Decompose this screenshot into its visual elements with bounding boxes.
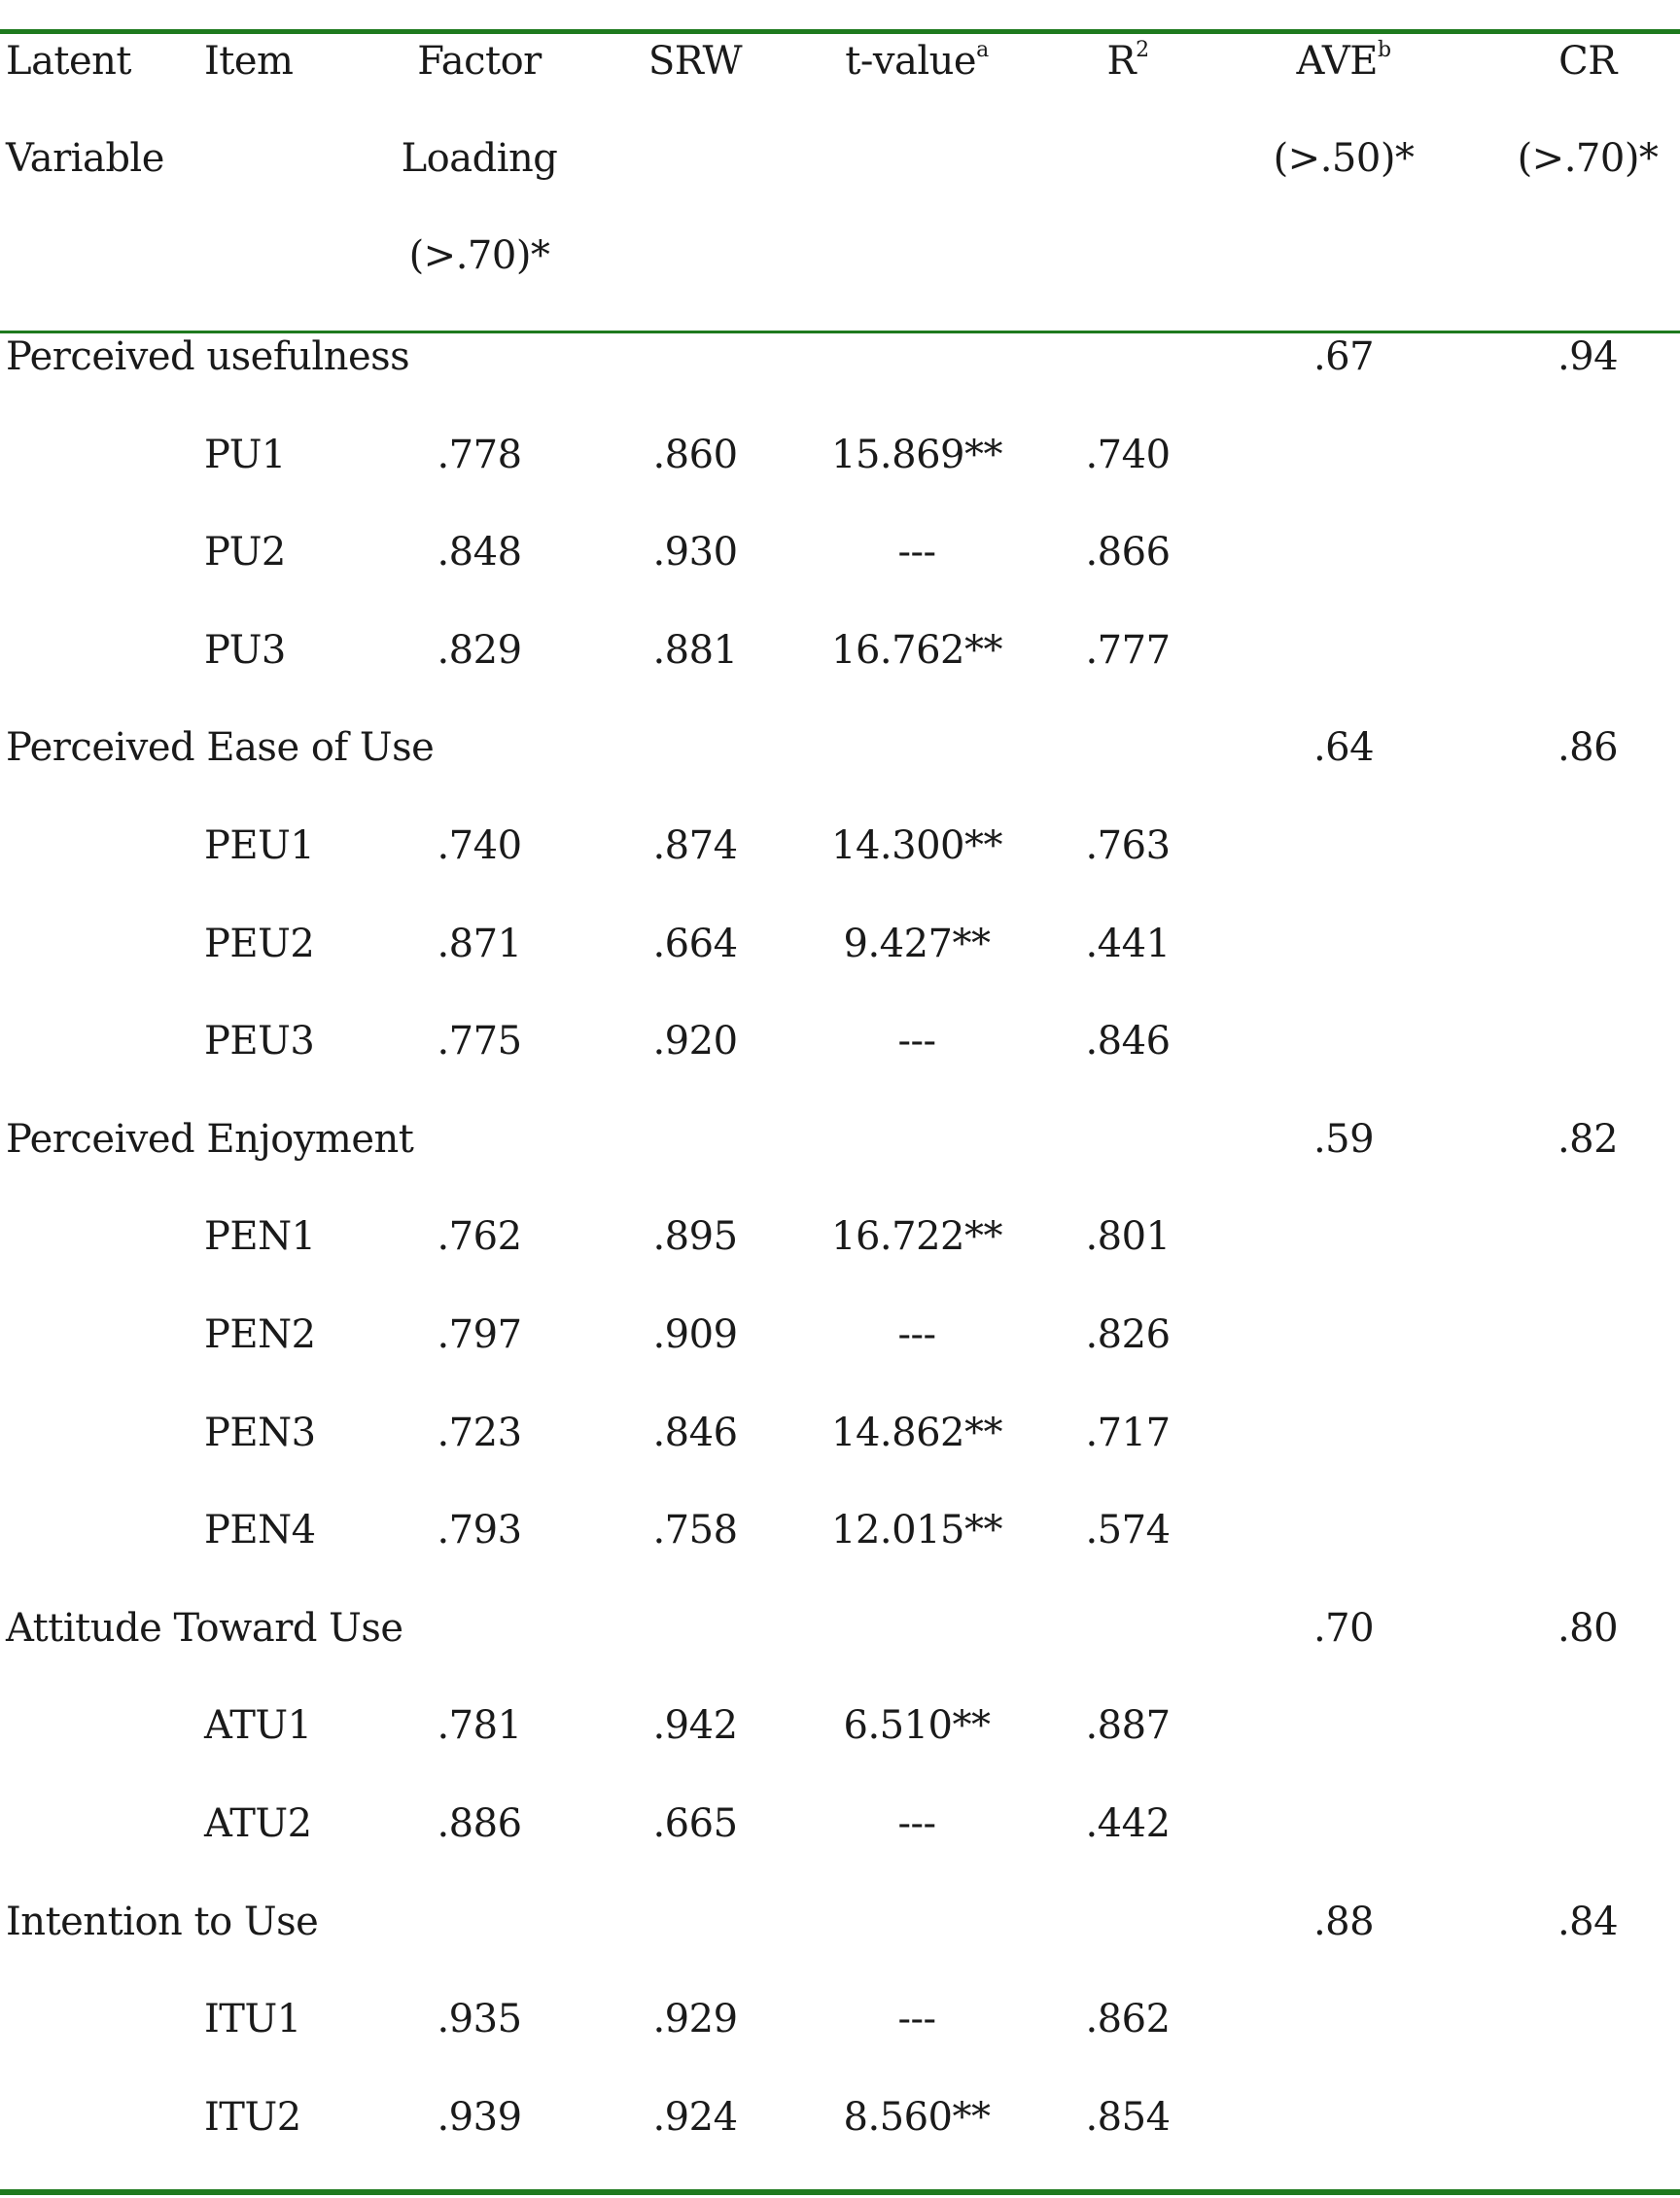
r-squared-value: .801 [1085,1214,1171,1260]
item-code: PEN4 [204,1508,316,1553]
item-code: PU2 [204,530,286,576]
header-t-value-label: t-value [845,39,977,84]
item-code: ITU2 [204,2094,301,2140]
t-value: 14.300** [831,823,1002,868]
header-ave-footnote: b [1377,38,1391,62]
cr-value: .80 [1557,1605,1619,1651]
cr-value: .94 [1557,334,1619,379]
t-value: --- [897,530,936,576]
factor-loading-value: .775 [437,1019,522,1064]
header-srw: SRW [648,39,743,84]
header-cr-criterion: (>.70)* [1517,136,1659,181]
header-t-value-footnote: a [976,38,989,62]
r-squared-value: .574 [1085,1508,1171,1553]
srw-value: .860 [652,432,738,477]
item-code: PU1 [204,432,286,477]
header-t-value [845,37,988,86]
factor-loading-value: .871 [437,921,522,966]
t-value: 14.862** [831,1410,1002,1455]
header-cr: CR [1558,39,1617,84]
table-top-rule [0,29,1680,34]
latent-variable-name: Perceived Ease of Use [6,725,435,771]
factor-loading-value: .939 [437,2094,522,2140]
t-value: 9.427** [843,921,991,966]
r-squared-value: .442 [1085,1801,1171,1846]
r-squared-value: .862 [1085,1997,1171,2042]
t-value: --- [897,1019,936,1064]
t-value: 15.869** [831,432,1002,477]
ave-value: .67 [1312,334,1375,379]
r-squared-value: .846 [1085,1019,1171,1064]
latent-variable-name: Attitude Toward Use [6,1605,403,1651]
item-code: PEU3 [204,1019,315,1064]
srw-value: .924 [652,2094,738,2140]
header-item: Item [204,39,294,84]
t-value: 16.722** [831,1214,1002,1260]
r-squared-value: .717 [1085,1410,1171,1455]
latent-variable-name: Perceived usefulness [6,334,410,379]
srw-value: .664 [652,921,738,966]
item-code: ITU1 [204,1997,301,2042]
srw-value: .930 [652,530,738,576]
latent-variable-name: Perceived Enjoyment [6,1116,414,1162]
t-value: 8.560** [843,2094,991,2140]
factor-loading-value: .781 [437,1703,522,1749]
header-r2-superscript: 2 [1136,38,1149,62]
ave-value: .64 [1312,725,1375,771]
t-value: 12.015** [831,1508,1002,1553]
ave-value: .88 [1312,1899,1375,1944]
r-squared-value: .866 [1085,530,1171,576]
ave-value: .70 [1312,1605,1375,1651]
t-value: --- [897,1312,936,1357]
factor-loading-value: .848 [437,530,522,576]
srw-value: .909 [652,1312,738,1357]
item-code: PEN3 [204,1410,316,1455]
item-code: ATU1 [204,1703,312,1749]
srw-value: .895 [652,1214,738,1260]
r-squared-value: .763 [1085,823,1171,868]
factor-loading-value: .793 [437,1508,522,1553]
t-value: --- [897,1801,936,1846]
item-code: PU3 [204,627,286,673]
srw-value: .758 [652,1508,738,1553]
cr-value: .82 [1557,1116,1619,1162]
factor-loading-value: .797 [437,1312,522,1357]
srw-value: .665 [652,1801,738,1846]
factor-loading-value: .829 [437,627,522,673]
item-code: PEN1 [204,1214,316,1260]
header-ave-criterion: (>.50)* [1273,136,1415,181]
item-code: PEU1 [204,823,315,868]
r-squared-value: .441 [1085,921,1171,966]
header-factor-loading-line1: Factor [417,39,542,84]
header-factor-loading-line2: Loading [401,136,558,181]
r-squared-value: .826 [1085,1312,1171,1357]
factor-loading-value: .778 [437,432,522,477]
r-squared-value: .740 [1085,432,1171,477]
cr-value: .84 [1557,1899,1619,1944]
cr-value: .86 [1557,725,1619,771]
factor-loading-value: .723 [437,1410,522,1455]
header-factor-loading-criterion: (>.70)* [408,233,550,278]
table-bottom-rule [0,2189,1680,2195]
srw-value: .881 [652,627,738,673]
srw-value: .846 [652,1410,738,1455]
factor-loading-value: .886 [437,1801,522,1846]
srw-value: .920 [652,1019,738,1064]
header-r-squared [1106,37,1148,86]
header-latent-variable-line1: Latent [6,39,131,84]
r-squared-value: .854 [1085,2094,1171,2140]
r-squared-value: .887 [1085,1703,1171,1749]
factor-loading-value: .935 [437,1997,522,2042]
t-value: 6.510** [843,1703,991,1749]
srw-value: .929 [652,1997,738,2042]
item-code: PEN2 [204,1312,316,1357]
srw-value: .942 [652,1703,738,1749]
t-value: 16.762** [831,627,1002,673]
item-code: ATU2 [204,1801,312,1846]
t-value: --- [897,1997,936,2042]
srw-value: .874 [652,823,738,868]
latent-variable-name: Intention to Use [6,1899,319,1944]
r-squared-value: .777 [1085,627,1171,673]
item-code: PEU2 [204,921,315,966]
ave-value: .59 [1312,1116,1375,1162]
header-ave [1296,37,1390,86]
header-latent-variable-line2: Variable [6,136,164,181]
factor-loading-value: .762 [437,1214,522,1260]
header-r2-label: R [1106,39,1137,84]
header-ave-label: AVE [1296,39,1378,84]
factor-loading-value: .740 [437,823,522,868]
